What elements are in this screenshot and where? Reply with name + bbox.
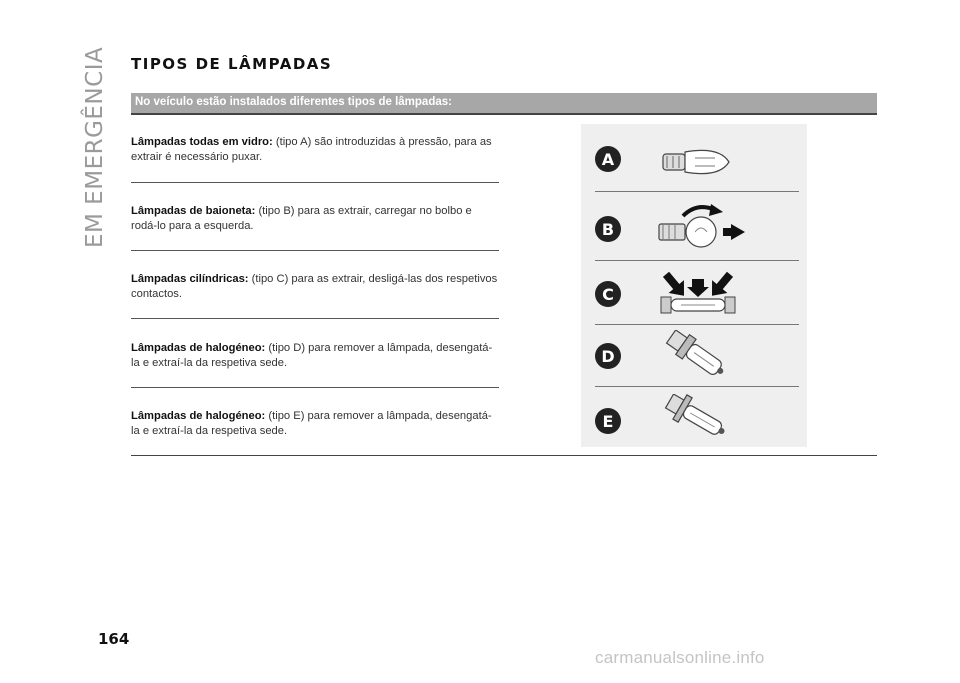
figure-divider bbox=[595, 260, 799, 261]
separator-line bbox=[131, 182, 499, 183]
lamp-type-b-label: Lâmpadas de baioneta: bbox=[131, 205, 256, 217]
glass-bulb-icon bbox=[659, 144, 739, 180]
halogen-bulb-d-icon bbox=[659, 330, 739, 382]
section-end-rule bbox=[131, 455, 877, 456]
separator-line bbox=[131, 387, 499, 388]
intro-banner bbox=[131, 93, 877, 115]
separator-line bbox=[131, 318, 499, 319]
separator-line bbox=[131, 250, 499, 251]
figure-divider bbox=[595, 386, 799, 387]
page-title: TIPOS DE LÂMPADAS bbox=[131, 55, 333, 73]
badge-e: E bbox=[595, 408, 621, 434]
badge-c: C bbox=[595, 281, 621, 307]
bayonet-bulb-icon bbox=[653, 200, 753, 252]
lamp-type-d bbox=[131, 341, 499, 371]
cylindrical-bulb-icon bbox=[653, 267, 743, 321]
lamp-type-d-text: (tipo D) para remover a lâmpada, desengatá-la e extraí-la da respetiva sede. bbox=[131, 342, 493, 369]
figure-divider bbox=[595, 191, 799, 192]
lamp-type-b bbox=[131, 204, 499, 234]
lamp-type-a-label: Lâmpadas todas em vidro: bbox=[131, 136, 273, 148]
intro-banner-text: No veículo estão instalados diferentes tipos de lâmpadas: bbox=[135, 96, 452, 108]
lamp-type-c-label: Lâmpadas cilíndricas: bbox=[131, 273, 249, 285]
watermark-text: carmanualsonline.info bbox=[595, 648, 765, 667]
lamp-type-e-label: Lâmpadas de halogéneo: bbox=[131, 410, 266, 422]
halogen-bulb-e-icon bbox=[659, 394, 739, 442]
lamp-type-e-text: (tipo E) para remover a lâmpada, desengatá-la e extraí-la da respetiva sede. bbox=[131, 410, 492, 437]
lamp-type-b-text: (tipo B) para as extrair, carregar no bolbo e rodá-lo para a esquerda. bbox=[131, 205, 472, 232]
lamp-type-d-label: Lâmpadas de halogéneo: bbox=[131, 342, 266, 354]
section-side-title: EM EMERGÊNCIA bbox=[82, 46, 108, 248]
badge-b: B bbox=[595, 216, 621, 242]
lamp-type-c bbox=[131, 272, 499, 302]
lamp-type-c-text: (tipo C) para as extrair, desligá-las dos respetivos contactos. bbox=[131, 273, 498, 300]
lamp-type-a bbox=[131, 135, 499, 165]
page-number: 164 bbox=[98, 630, 130, 648]
lamp-type-e bbox=[131, 409, 499, 439]
lamp-types-figure bbox=[581, 124, 807, 447]
badge-d: D bbox=[595, 343, 621, 369]
lamp-type-a-text: (tipo A) são introduzidas à pressão, para as extrair é necessário puxar. bbox=[131, 136, 492, 163]
figure-divider bbox=[595, 324, 799, 325]
badge-a: A bbox=[595, 146, 621, 172]
